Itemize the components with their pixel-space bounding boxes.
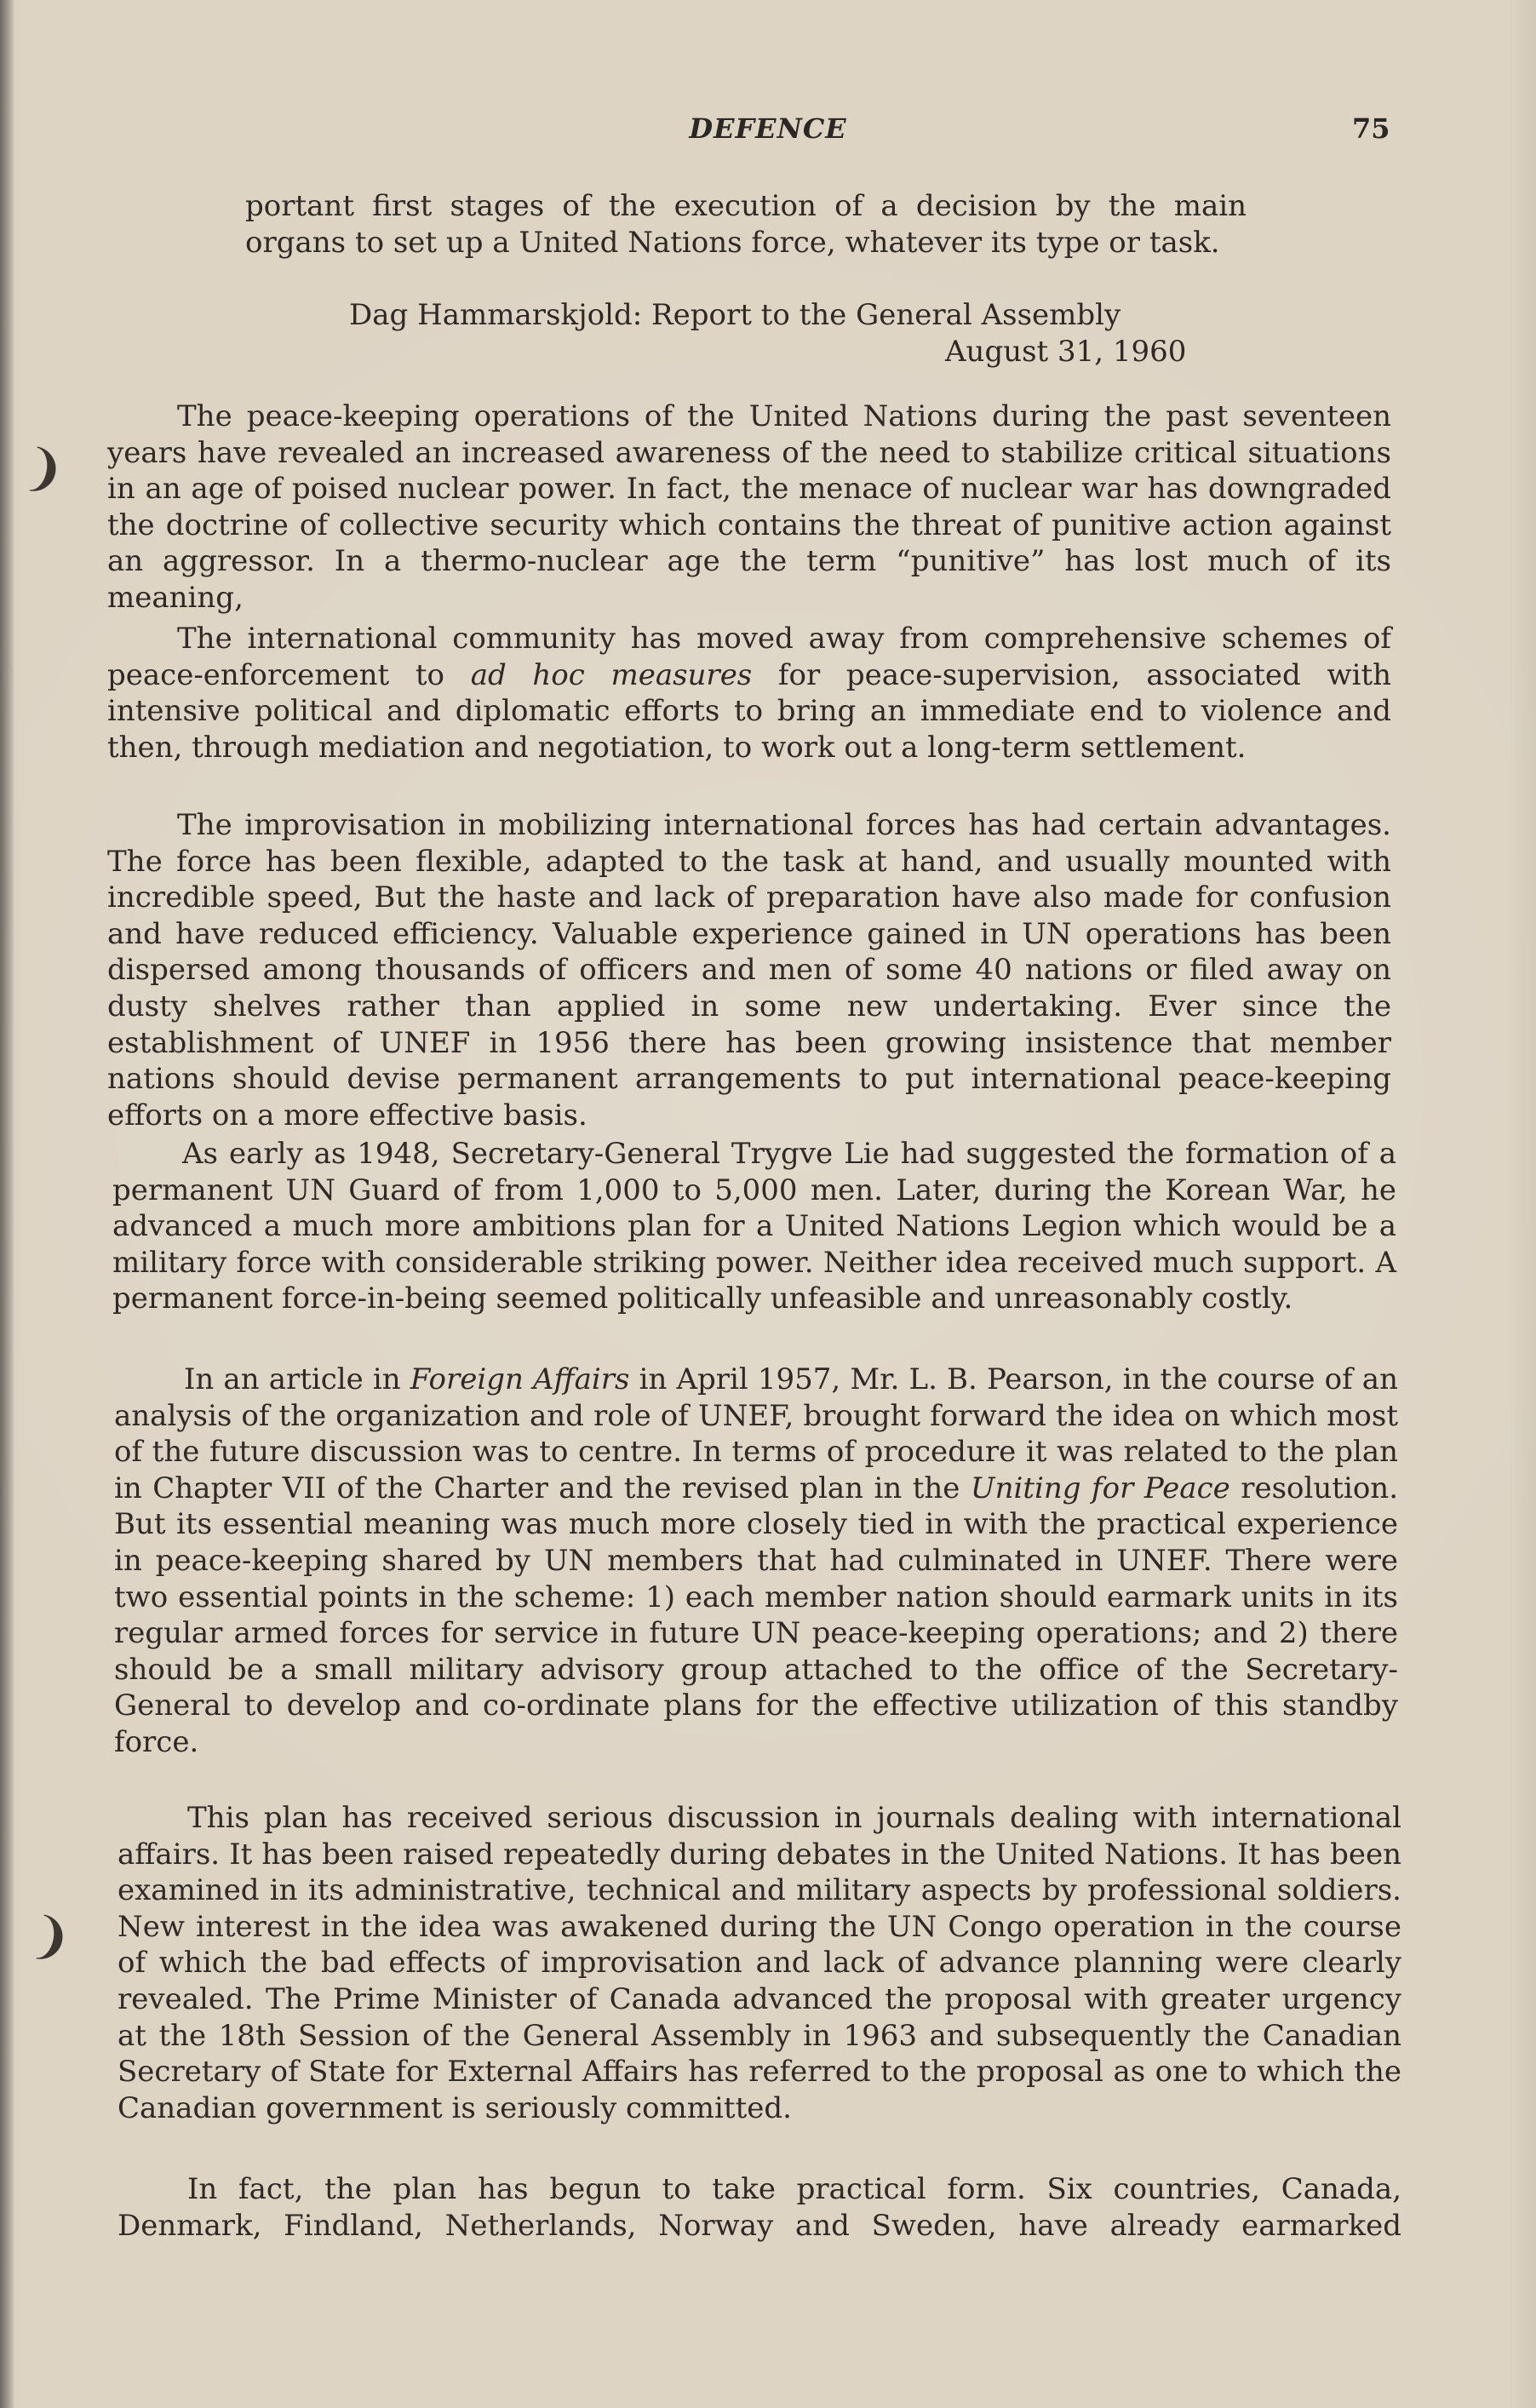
page-binding-edge bbox=[0, 0, 14, 2408]
paragraph-5-text-start: In an article in bbox=[184, 1362, 410, 1396]
paragraph-1: The peace-keeping operations of the United Nations during the past seventeen years have revealed an increased awareness of the need to stabilize critical situations in an age of poised nuclear power. In fact, the menace of nuclear war has downgraded the doctrine of collective security which contains the threat of punitive action against an aggressor. In a thermo-nuclear age the term “punitive” has lost much of its meaning, bbox=[107, 399, 1391, 615]
paragraph-2-text-start: The international community has moved away from comprehensive schemes of peace-enforcement to bbox=[107, 622, 1391, 692]
paragraph-5-italic-uniting-for-peace: Uniting for Peace bbox=[970, 1471, 1230, 1505]
paragraph-5-italic-foreign-affairs: Foreign Affairs bbox=[410, 1362, 630, 1396]
paragraph-2-italic-term: ad hoc measures bbox=[470, 657, 753, 692]
epigraph-quote: portant first stages of the execution of a decision by the main organs to set up a United Nations force, whatever its type or task. bbox=[245, 189, 1247, 260]
page-number: 75 bbox=[1352, 112, 1390, 145]
paragraph-5-text-middle: in April 1957, Mr. L. B. Pearson, in the course of an analysis of the organization and role of UNEF, brought forward the idea on which most of the future discussion was to centre. In terms of procedure it was related to the plan in Chapter VII of the Charter and the revised plan in the bbox=[114, 1362, 1398, 1505]
paragraph-3: The improvisation in mobilizing international forces has had certain advantages. The force has been flexible, adapted to the task at hand, and usually mounted with incredible speed, But the haste and lack of preparation have also made for confusion and have reduced efficiency. Valuable experience gained in UN operations has been dispersed among thousands of officers and men of some 40 nations or filed away on dusty shelves rather than applied in some new undertaking. Ever since the establishment of UNEF in 1956 there has been growing insistence that member nations should devise permanent arrangements to put international peace-keeping efforts on a more effective basis. bbox=[107, 808, 1391, 1132]
paragraph-7: In fact, the plan has begun to take practical form. Six countries, Canada, Denmark, Findland, Netherlands, Norway and Sweden, have already earmarked bbox=[117, 2172, 1401, 2243]
paragraph-5 bbox=[114, 1362, 1398, 1761]
ink-blot: ❩ bbox=[26, 1905, 77, 1969]
paragraph-2-text-end: for peace-supervision, associated with intensive political and diplomatic efforts to bring an immediate end to violence and then, through mediation and negotiation, to work out a long-term settlement. bbox=[107, 657, 1392, 765]
ink-blot: ❩ bbox=[19, 437, 71, 502]
epigraph-date: August 31, 1960 bbox=[945, 335, 1187, 369]
paragraph-6: This plan has received serious discussion in journals dealing with international affairs. It has been raised repeatedly during debates in the United Nations. It has been examined in its administrative, technical and military aspects by professional soldiers. New interest in the idea was awakened during the UN Congo operation in the course of which the bad effects of improvisation and lack of advance planning were clearly revealed. The Prime Minister of Canada advanced the proposal with greater urgency at the 18th Session of the General Assembly in 1963 and subsequently the Canadian Secretary of State for External Affairs has referred to the proposal as one to which the Canadian government is seriously committed. bbox=[117, 1801, 1401, 2125]
paragraph-4: As early as 1948, Secretary-General Trygve Lie had suggested the formation of a permanent UN Guard of from 1,000 to 5,000 men. Later, during the Korean War, he advanced a much more ambitions plan for a United Nations Legion which would be a military force with considerable striking power. Neither idea received much support. A permanent force-in-being seemed politically unfeasible and unreasonably costly. bbox=[112, 1137, 1396, 1316]
epigraph-attribution: Dag Hammarskjold: Report to the General Assembly bbox=[349, 298, 1121, 332]
running-header-title: DEFENCE bbox=[689, 112, 847, 145]
paragraph-2 bbox=[107, 621, 1391, 765]
paragraph-5-text-end: resolution. But its essential meaning was much more closely tied in with the practical experience in peace-keeping shared by UN members that had culminated in UNEF. There were two essential points in the scheme: 1) each member nation should earmark units in its regular armed forces for service in future UN peace-keeping operations; and 2) there should be a small military advisory group attached to the office of the Secretary-General to develop and co-ordinate plans for the effective utilization of this standby force. bbox=[114, 1471, 1399, 1759]
